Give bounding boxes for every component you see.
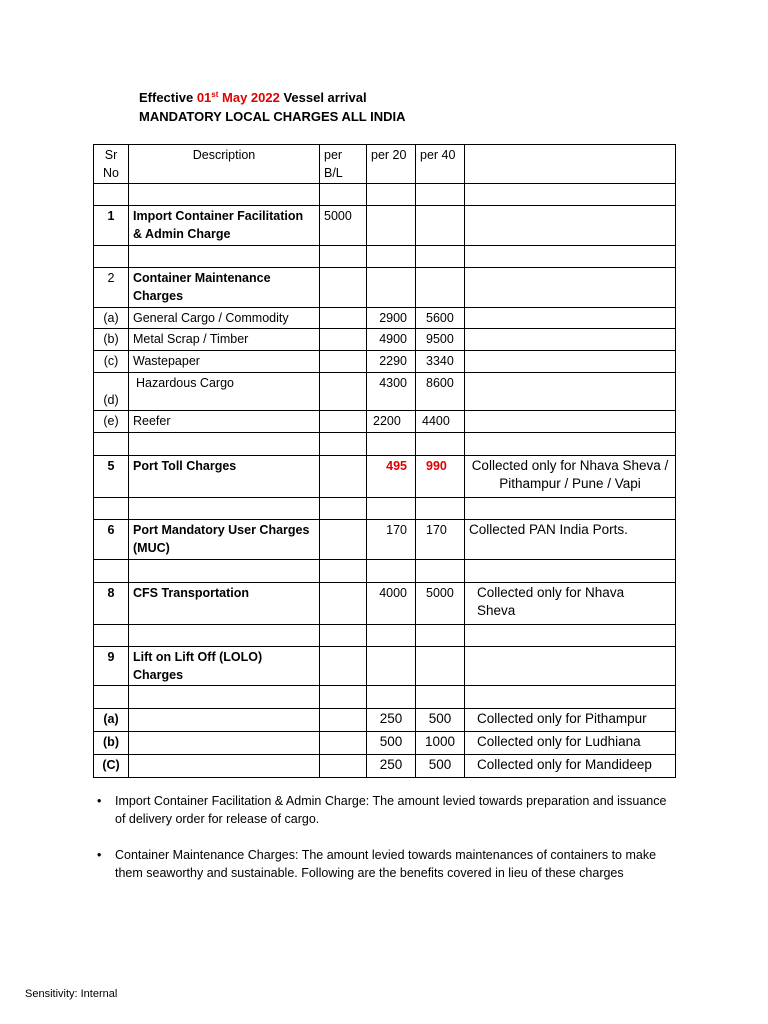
per-40-cell: 8600 bbox=[416, 373, 465, 411]
per-40-cell: 500 bbox=[416, 755, 465, 778]
per-20-cell: 4300 bbox=[367, 373, 416, 411]
document-heading bbox=[139, 88, 406, 126]
table-row bbox=[94, 647, 676, 686]
per-40-cell: 990 bbox=[416, 456, 465, 498]
description-cell: Import Container Facilitation & Admin Charge bbox=[129, 206, 320, 246]
sr-cell: (d) bbox=[94, 373, 129, 411]
per-40-cell: 1000 bbox=[416, 732, 465, 755]
spacer-row bbox=[94, 498, 676, 520]
per-20-cell: 500 bbox=[367, 732, 416, 755]
table-row bbox=[94, 456, 676, 498]
description-cell: Container Maintenance Charges bbox=[129, 268, 320, 308]
per-20-cell: 250 bbox=[367, 755, 416, 778]
remarks-cell: Collected only for Nhava Sheva bbox=[465, 583, 676, 625]
table-row bbox=[94, 520, 676, 560]
header-per-bl: per B/L bbox=[320, 145, 367, 184]
vessel-arrival-label: Vessel arrival bbox=[279, 90, 367, 105]
header-sr-no: Sr No bbox=[94, 145, 129, 184]
header-per-20: per 20 bbox=[367, 145, 416, 184]
per-20-cell: 2290 bbox=[367, 351, 416, 373]
per-20-cell: 250 bbox=[367, 709, 416, 732]
description-cell: CFS Transportation bbox=[129, 583, 320, 625]
remarks-cell: Collected only for Mandideep bbox=[465, 755, 676, 778]
document-title: MANDATORY LOCAL CHARGES ALL INDIA bbox=[139, 109, 406, 124]
sr-cell: 6 bbox=[94, 520, 129, 560]
charges-table bbox=[93, 144, 676, 778]
sr-cell: 5 bbox=[94, 456, 129, 498]
sr-cell: 2 bbox=[94, 268, 129, 308]
sr-cell: (c) bbox=[94, 351, 129, 373]
month-year: May 2022 bbox=[218, 90, 280, 105]
bullet-icon: • bbox=[97, 848, 102, 862]
per-20-cell: 170 bbox=[367, 520, 416, 560]
per-40-cell: 9500 bbox=[416, 329, 465, 351]
description-cell: Reefer bbox=[129, 411, 320, 433]
spacer-row bbox=[94, 246, 676, 268]
sr-cell: (b) bbox=[94, 732, 129, 755]
day-suffix: st bbox=[211, 90, 219, 99]
spacer-row bbox=[94, 560, 676, 583]
list-item bbox=[93, 792, 673, 828]
sr-cell: (b) bbox=[94, 329, 129, 351]
description-cell: Metal Scrap / Timber bbox=[129, 329, 320, 351]
spacer-row bbox=[94, 433, 676, 456]
description-cell: Lift on Lift Off (LOLO) Charges bbox=[129, 647, 320, 686]
sr-cell: (C) bbox=[94, 755, 129, 778]
table-header-row bbox=[94, 145, 676, 184]
table-row bbox=[94, 373, 676, 411]
per-40-cell: 4400 bbox=[416, 411, 465, 433]
remarks-cell: Collected only for Nhava Sheva / Pithampur / Pune / Vapi bbox=[465, 456, 676, 498]
table-row bbox=[94, 329, 676, 351]
note-text: Import Container Facilitation & Admin Charge: The amount levied towards preparation and issuance of delivery order for release of cargo. bbox=[115, 794, 667, 826]
sr-cell: 8 bbox=[94, 583, 129, 625]
note-text: Container Maintenance Charges: The amount levied towards maintenances of containers to make them seaworthy and sustainable. Following are the benefits covered in lieu of these charges bbox=[115, 848, 657, 880]
sr-cell: 1 bbox=[94, 206, 129, 246]
effective-label: Effective bbox=[139, 90, 197, 105]
per-40-cell: 5000 bbox=[416, 583, 465, 625]
per-bl-cell: 5000 bbox=[320, 206, 367, 246]
sr-cell: (e) bbox=[94, 411, 129, 433]
per-40-cell: 5600 bbox=[416, 308, 465, 329]
table-row bbox=[94, 206, 676, 246]
description-cell: General Cargo / Commodity bbox=[129, 308, 320, 329]
table-row bbox=[94, 411, 676, 433]
header-remarks bbox=[465, 145, 676, 184]
table-row bbox=[94, 268, 676, 308]
sensitivity-label: Sensitivity: Internal bbox=[25, 988, 118, 1000]
table-row bbox=[94, 755, 676, 778]
effective-date-line bbox=[139, 88, 406, 107]
remarks-cell: Collected only for Pithampur bbox=[465, 709, 676, 732]
per-20-cell: 2900 bbox=[367, 308, 416, 329]
remarks-cell: Collected only for Ludhiana bbox=[465, 732, 676, 755]
spacer-row bbox=[94, 625, 676, 647]
table-row bbox=[94, 308, 676, 329]
description-cell: Port Toll Charges bbox=[129, 456, 320, 498]
table-row bbox=[94, 351, 676, 373]
table-row bbox=[94, 732, 676, 755]
list-item bbox=[93, 846, 673, 882]
per-20-cell: 4900 bbox=[367, 329, 416, 351]
description-cell: Wastepaper bbox=[129, 351, 320, 373]
bullet-icon: • bbox=[97, 794, 102, 808]
table-row bbox=[94, 583, 676, 625]
sr-cell: (a) bbox=[94, 709, 129, 732]
per-40-cell: 3340 bbox=[416, 351, 465, 373]
remarks-cell: Collected PAN India Ports. bbox=[465, 520, 676, 560]
spacer-row bbox=[94, 686, 676, 709]
description-cell: Port Mandatory User Charges (MUC) bbox=[129, 520, 320, 560]
effective-day: 01st May 2022 bbox=[196, 90, 280, 105]
header-description: Description bbox=[129, 145, 320, 184]
per-20-cell: 2200 bbox=[367, 411, 416, 433]
per-20-cell: 495 bbox=[367, 456, 416, 498]
sr-cell: (a) bbox=[94, 308, 129, 329]
per-40-cell: 500 bbox=[416, 709, 465, 732]
description-cell: Hazardous Cargo bbox=[129, 373, 320, 411]
table-row bbox=[94, 709, 676, 732]
notes-list bbox=[93, 792, 673, 900]
per-40-cell: 170 bbox=[416, 520, 465, 560]
per-20-cell: 4000 bbox=[367, 583, 416, 625]
sr-cell: 9 bbox=[94, 647, 129, 686]
header-per-40: per 40 bbox=[416, 145, 465, 184]
spacer-row bbox=[94, 184, 676, 206]
